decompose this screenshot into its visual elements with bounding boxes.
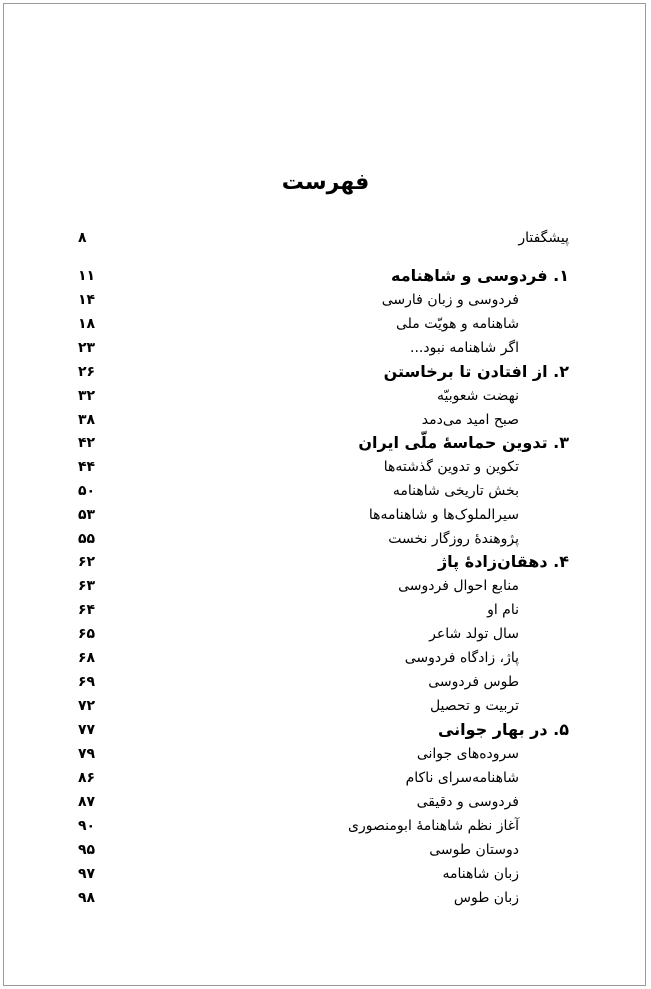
- toc-row: [0, 790, 651, 814]
- toc-row: [0, 384, 651, 408]
- toc-chapter-row: [0, 360, 651, 384]
- page-title: فهرست: [281, 170, 370, 195]
- toc-entry-label: طوس فردوسی: [428, 674, 519, 690]
- toc-page-number: ۶۸: [78, 650, 96, 666]
- toc-row: [0, 336, 651, 360]
- toc-page-number: ۵۳: [78, 507, 96, 523]
- toc-entry-label: اگر شاهنامه نبود...: [410, 340, 519, 356]
- toc-page-number: ۲۶: [78, 364, 96, 380]
- toc-entry-label: پاژ، زادگاه فردوسی: [404, 650, 519, 666]
- toc-page-number: ۸: [78, 230, 87, 246]
- toc-entry-label: منابع احوال فردوسی: [398, 578, 519, 594]
- toc-page-number: ۶۵: [78, 626, 96, 642]
- toc-page-number: ۱۴: [78, 292, 96, 308]
- toc-row: [0, 312, 651, 336]
- toc-entry-label: دوستان طوسی: [429, 842, 519, 858]
- toc-row: [0, 574, 651, 598]
- toc-row: [0, 288, 651, 312]
- toc-page-number: ۶۳: [78, 578, 96, 594]
- toc-entry-label: نام او: [487, 602, 519, 618]
- toc-entry-label: ۵. در بهار جوانی: [437, 720, 569, 739]
- toc-entry-label: آغاز نظم شاهنامهٔ ابومنصوری: [348, 818, 519, 834]
- toc-entry-label: صبح امید می‌دمد: [421, 412, 519, 428]
- toc-entry-label: سال تولد شاعر: [429, 626, 519, 642]
- toc-page-number: ۷۹: [78, 746, 96, 762]
- toc-chapter-row: [0, 550, 651, 574]
- toc-page-number: ۴۲: [78, 435, 96, 451]
- toc-entry-label: نهضت شعوبیّه: [436, 388, 519, 404]
- toc-page-number: ۸۷: [78, 794, 96, 810]
- toc-row: [0, 766, 651, 790]
- toc-row: [0, 814, 651, 838]
- toc-entry-label: ۳. تدوین حماسهٔ ملّی ایران: [358, 433, 569, 452]
- toc-entry-label: بخش تاریخی شاهنامه: [392, 483, 519, 499]
- toc-page-number: ۴۴: [78, 459, 96, 475]
- toc-row: [0, 479, 651, 503]
- toc-row: [0, 862, 651, 886]
- toc-entry-label: پیشگفتار: [518, 230, 569, 246]
- toc-page-number: ۹۸: [78, 890, 96, 906]
- toc-entry-label: فردوسی و زبان فارسی: [381, 292, 519, 308]
- toc-row: [0, 455, 651, 479]
- toc-row: [0, 646, 651, 670]
- toc-entry-label: پژوهندهٔ روزگار نخست: [388, 531, 519, 547]
- toc-page-number: ۲۳: [78, 340, 96, 356]
- toc-entry-label: زبان طوس: [453, 890, 519, 906]
- toc-page-number: ۹۵: [78, 842, 96, 858]
- toc-chapter-row: [0, 264, 651, 288]
- toc-entry-label: زبان شاهنامه: [442, 866, 519, 882]
- toc-chapter-row: [0, 431, 651, 455]
- toc-chapter-row: [0, 718, 651, 742]
- toc-row: [0, 886, 651, 910]
- toc-entry-label: سروده‌های جوانی: [416, 746, 519, 762]
- toc-page-number: ۹۷: [78, 866, 96, 882]
- toc-row: [0, 527, 651, 551]
- toc-page-number: ۵۵: [78, 531, 96, 547]
- toc-page-number: ۱۱: [78, 268, 96, 284]
- toc-entry-label: تربیت و تحصیل: [429, 698, 519, 714]
- toc-row: [0, 503, 651, 527]
- toc-entry-label: شاهنامه‌سرای ناکام: [405, 770, 519, 786]
- toc-page-number: ۱۸: [78, 316, 96, 332]
- toc-page-number: ۶۹: [78, 674, 96, 690]
- toc-entry-label: سیرالملوک‌ها و شاهنامه‌ها: [368, 507, 519, 523]
- toc-entry-label: ۱. فردوسی و شاهنامه: [391, 266, 569, 285]
- toc-page-number: ۷۷: [78, 722, 96, 738]
- toc-row: [0, 598, 651, 622]
- toc-entry-label: ۴. دهقان‌زادهٔ پاژ: [437, 552, 569, 571]
- toc-page-number: ۶۴: [78, 602, 96, 618]
- toc-page-number: ۶۲: [78, 554, 96, 570]
- toc-page-number: ۵۰: [78, 483, 96, 499]
- toc-row: [0, 742, 651, 766]
- toc-page-number: ۷۲: [78, 698, 96, 714]
- toc-entry-label: تکوین و تدوین گذشته‌ها: [383, 459, 519, 475]
- toc-page-number: ۸۶: [78, 770, 96, 786]
- toc-row: [0, 670, 651, 694]
- toc-row: [0, 226, 651, 250]
- toc-entry-label: فردوسی و دقیقی: [416, 794, 519, 810]
- toc-entry-label: شاهنامه و هویّت ملی: [395, 316, 519, 332]
- toc-row: [0, 622, 651, 646]
- toc-entry-label: ۲. از افتادن تا برخاستن: [383, 362, 569, 381]
- toc-row: [0, 408, 651, 432]
- toc-row: [0, 838, 651, 862]
- toc-row: [0, 694, 651, 718]
- toc-page-number: ۹۰: [78, 818, 96, 834]
- toc-page-number: ۳۸: [78, 412, 96, 428]
- toc-page-number: ۳۲: [78, 388, 96, 404]
